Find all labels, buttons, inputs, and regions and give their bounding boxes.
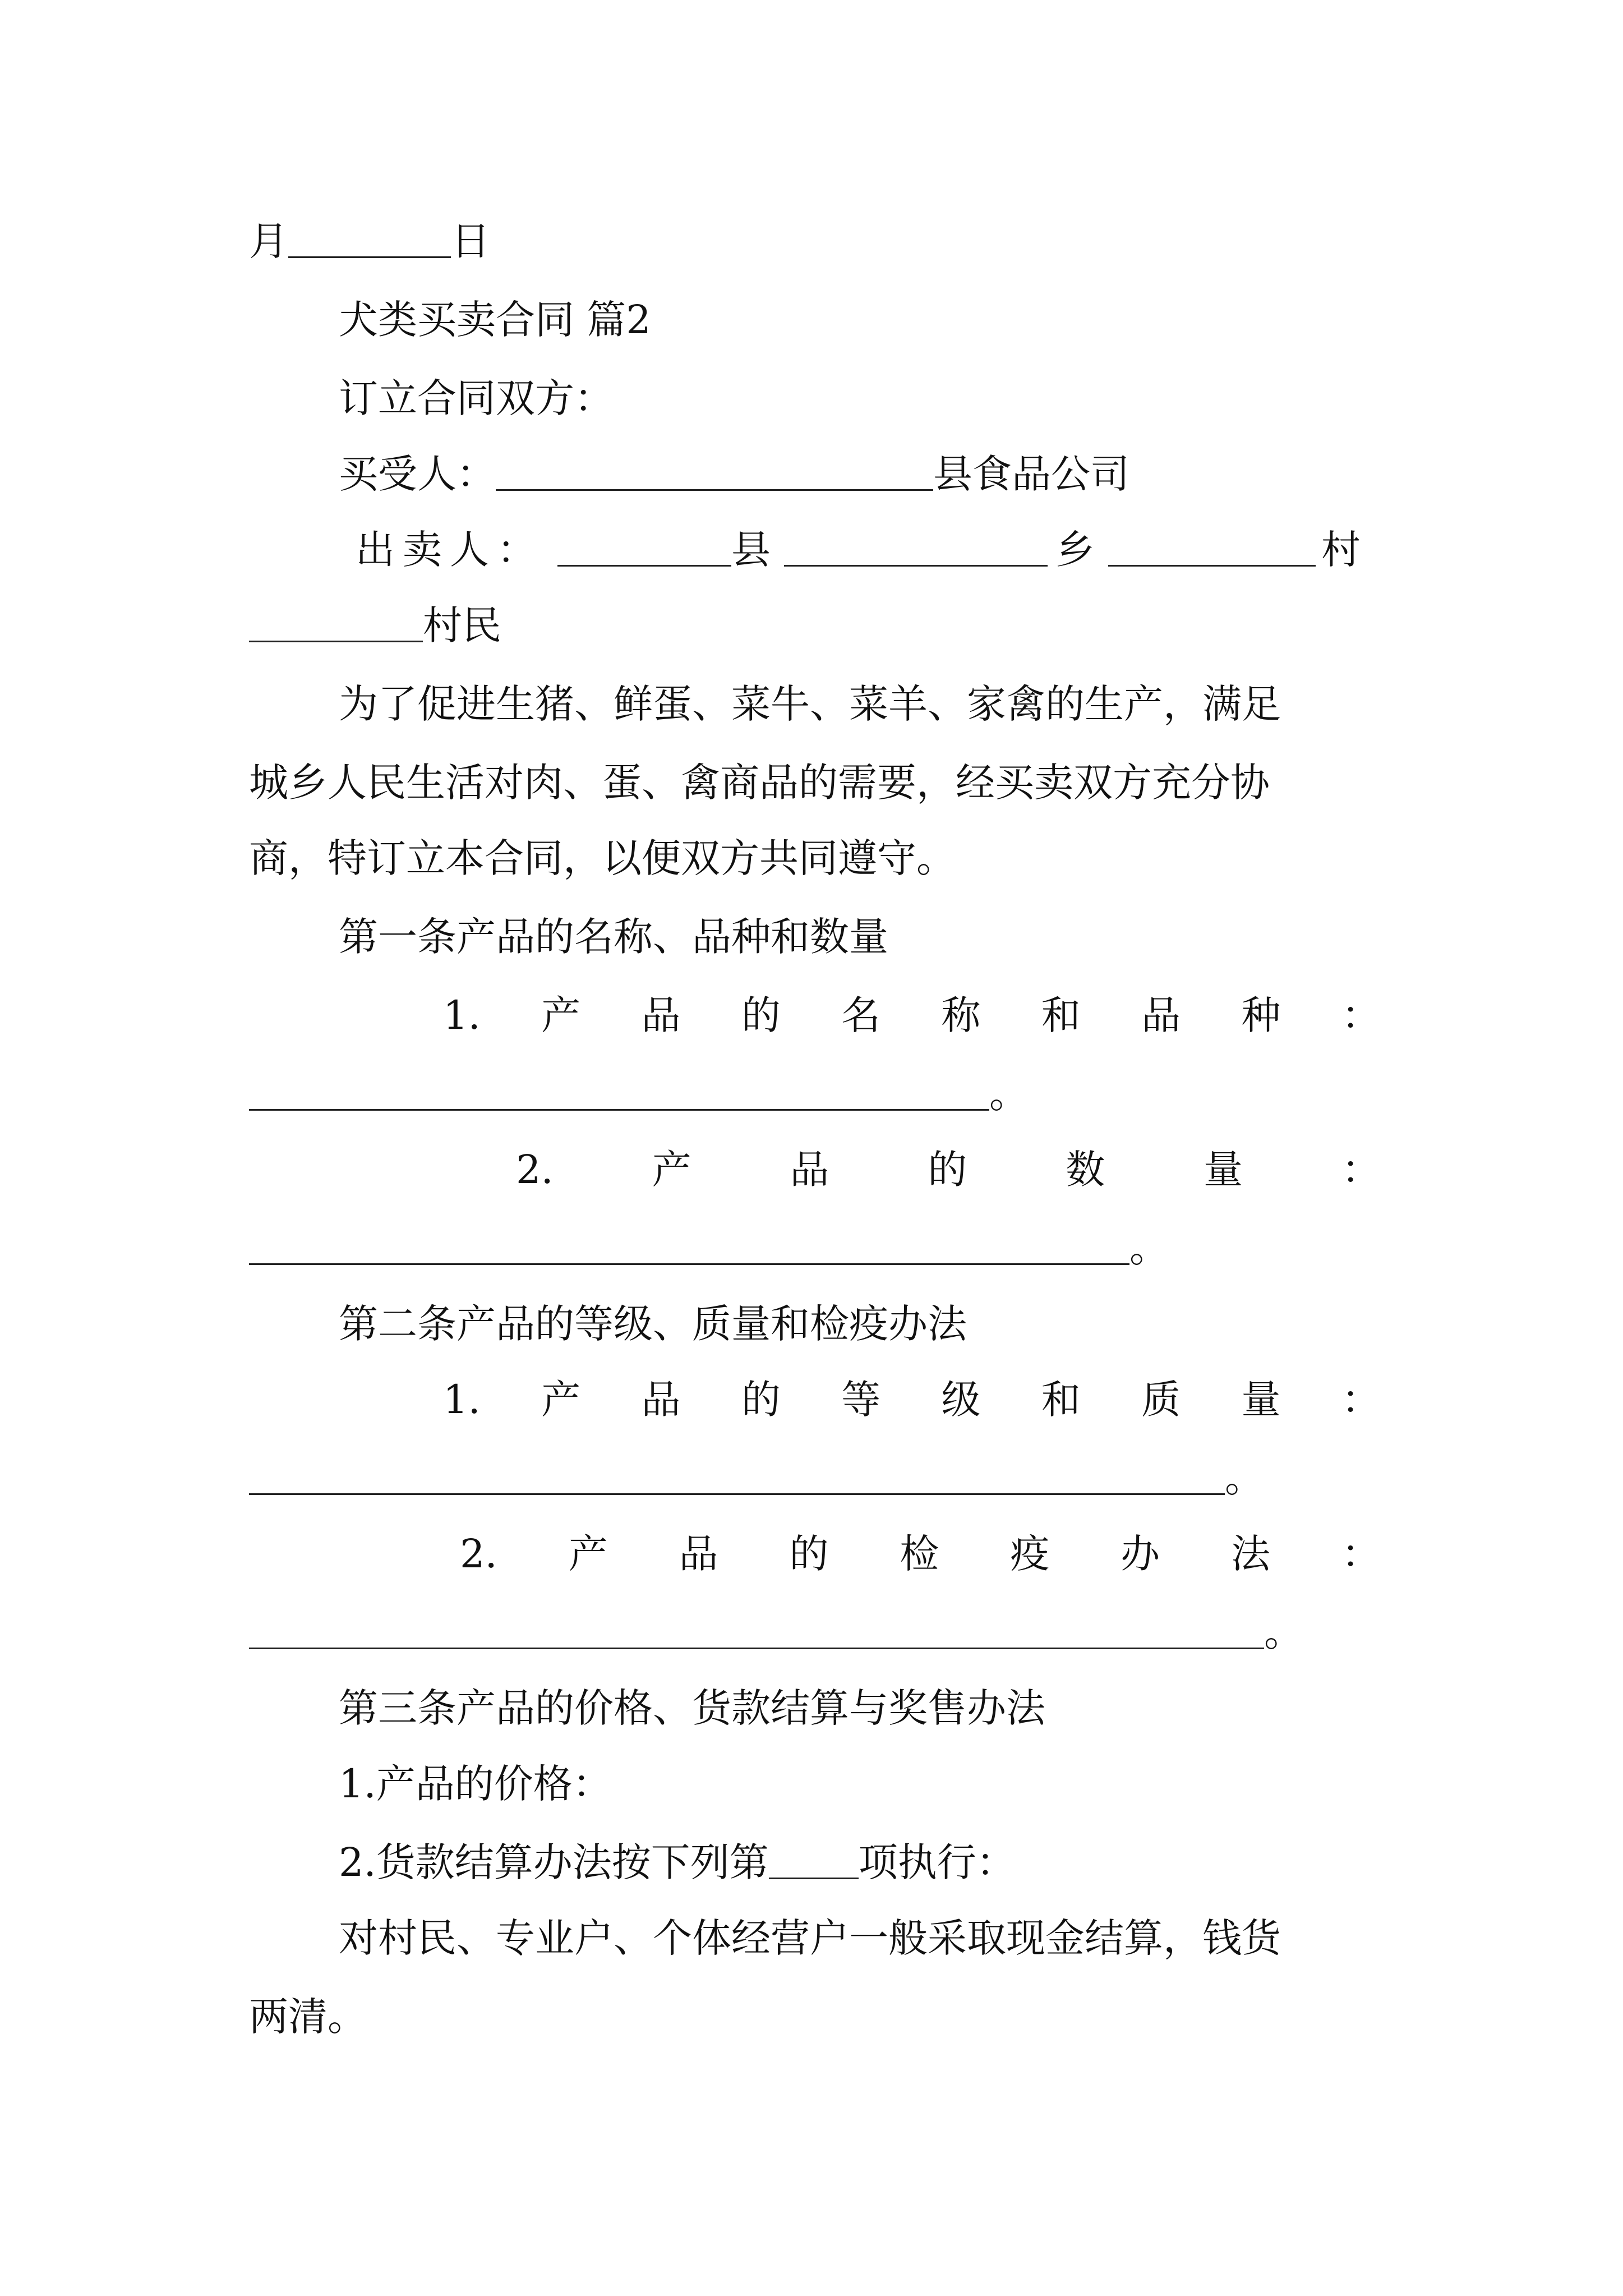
payment-line-1: 对村民、专业户、个体经营户一般采取现金结算，钱货 bbox=[339, 1915, 1281, 1961]
seller-line-2 bbox=[249, 586, 1381, 665]
date-line bbox=[249, 202, 1381, 280]
intro-line-2: 城乡人民生活对肉、蛋、禽商品的需要，经买卖双方充分协 bbox=[249, 760, 1270, 806]
buyer-label: 买受人： bbox=[339, 451, 496, 497]
spaced-char: 质 bbox=[1141, 1377, 1181, 1423]
spaced-char: 的 bbox=[741, 992, 781, 1038]
spaced-char: 称 bbox=[941, 992, 981, 1038]
seller-village: 村 bbox=[1321, 527, 1361, 573]
spaced-char: 的 bbox=[928, 1147, 967, 1193]
item-number: 1. bbox=[443, 1377, 481, 1423]
seller-suffix: 村民 bbox=[423, 602, 501, 648]
item-number: 2. bbox=[460, 1531, 497, 1577]
spaced-char: ： bbox=[1341, 1531, 1381, 1577]
spaced-char: 数 bbox=[1066, 1147, 1105, 1193]
fill-blank bbox=[249, 1108, 989, 1111]
seller-blank-1 bbox=[557, 564, 731, 567]
seller-blank-3 bbox=[1108, 564, 1316, 567]
intro-line-3: 商，特订立本合同，以便双方共同遵守。 bbox=[249, 835, 956, 881]
seller-county: 县 bbox=[731, 527, 771, 573]
buyer-blank bbox=[496, 489, 933, 491]
period: 。 bbox=[1129, 1225, 1169, 1271]
period: 。 bbox=[1225, 1455, 1264, 1501]
seller-label: 出卖人： bbox=[356, 527, 544, 573]
spaced-char: 产 bbox=[652, 1147, 691, 1193]
period: 。 bbox=[1264, 1609, 1303, 1655]
contract-heading: 犬类买卖合同 篇2 bbox=[339, 297, 651, 343]
article-2-heading: 第二条产品的等级、质量和检疫办法 bbox=[339, 1301, 967, 1347]
item-number: 2. bbox=[516, 1147, 554, 1193]
spaced-char: 办 bbox=[1121, 1531, 1160, 1577]
spaced-char: 品 bbox=[641, 1377, 681, 1423]
seller-blank-2 bbox=[784, 564, 1048, 567]
spaced-char: ： bbox=[1341, 1377, 1381, 1423]
article-1-item-1-blank-line bbox=[249, 1055, 1381, 1133]
day-label: 日 bbox=[451, 218, 490, 264]
spaced-char: 产 bbox=[541, 992, 581, 1038]
seller-town: 乡 bbox=[1055, 527, 1095, 573]
payment-line-2: 两清。 bbox=[249, 1994, 367, 2040]
spaced-char: 品 bbox=[790, 1147, 829, 1193]
settlement-label: 2.货款结算办法按下列第 bbox=[339, 1839, 769, 1885]
article-2-item-1-blank-line bbox=[249, 1439, 1381, 1517]
spaced-char: 种 bbox=[1241, 992, 1281, 1038]
spaced-char: 法 bbox=[1231, 1531, 1271, 1577]
article-1-item-2 bbox=[516, 1130, 1381, 1209]
spaced-char: 名 bbox=[841, 992, 881, 1038]
spaced-char: 品 bbox=[679, 1531, 718, 1577]
fill-blank bbox=[249, 1263, 1129, 1265]
spaced-char: 级 bbox=[941, 1377, 981, 1423]
spaced-char: 产 bbox=[541, 1377, 581, 1423]
spaced-char: 检 bbox=[900, 1531, 939, 1577]
spaced-char: 和 bbox=[1041, 992, 1081, 1038]
article-3-item-2 bbox=[339, 1823, 1381, 1902]
buyer-line bbox=[339, 435, 1381, 513]
spaced-char: 的 bbox=[789, 1531, 829, 1577]
article-2-item-1 bbox=[443, 1360, 1381, 1439]
spaced-char: ： bbox=[1341, 1147, 1381, 1193]
article-3-heading: 第三条产品的价格、货款结算与奖售办法 bbox=[339, 1685, 1045, 1731]
spaced-char: 产 bbox=[568, 1531, 608, 1577]
day-blank bbox=[288, 256, 451, 258]
spaced-char: 量 bbox=[1241, 1377, 1281, 1423]
intro-line-1: 为了促进生猪、鲜蛋、菜牛、菜羊、家禽的生产，满足 bbox=[339, 681, 1281, 727]
item-number: 1. bbox=[443, 992, 481, 1038]
parties-label: 订立合同双方： bbox=[339, 375, 614, 421]
fill-blank bbox=[249, 1647, 1264, 1649]
spaced-char: 和 bbox=[1041, 1377, 1081, 1423]
spaced-char: 的 bbox=[741, 1377, 781, 1423]
period: 。 bbox=[989, 1071, 1029, 1117]
buyer-suffix: 县食品公司 bbox=[933, 451, 1129, 497]
spaced-char: 疫 bbox=[1010, 1531, 1050, 1577]
article-2-item-2 bbox=[460, 1515, 1381, 1593]
spaced-char: 等 bbox=[841, 1377, 881, 1423]
spaced-char: 品 bbox=[1141, 992, 1181, 1038]
article-2-item-2-blank-line bbox=[249, 1593, 1381, 1672]
spaced-char: 量 bbox=[1204, 1147, 1243, 1193]
spaced-char: 品 bbox=[641, 992, 681, 1038]
article-1-item-2-blank-line bbox=[249, 1209, 1381, 1287]
settlement-suffix: 项执行： bbox=[858, 1839, 1016, 1885]
article-3-item-1: 1.产品的价格： bbox=[339, 1761, 612, 1807]
article-1-item-1 bbox=[443, 976, 1381, 1055]
option-blank bbox=[769, 1877, 859, 1879]
month-label: 月 bbox=[249, 218, 288, 264]
spaced-char: ： bbox=[1341, 992, 1381, 1038]
seller-line bbox=[356, 510, 1381, 589]
article-1-heading: 第一条产品的名称、品种和数量 bbox=[339, 914, 888, 960]
fill-blank bbox=[249, 1493, 1225, 1495]
seller-blank-4 bbox=[249, 640, 423, 642]
